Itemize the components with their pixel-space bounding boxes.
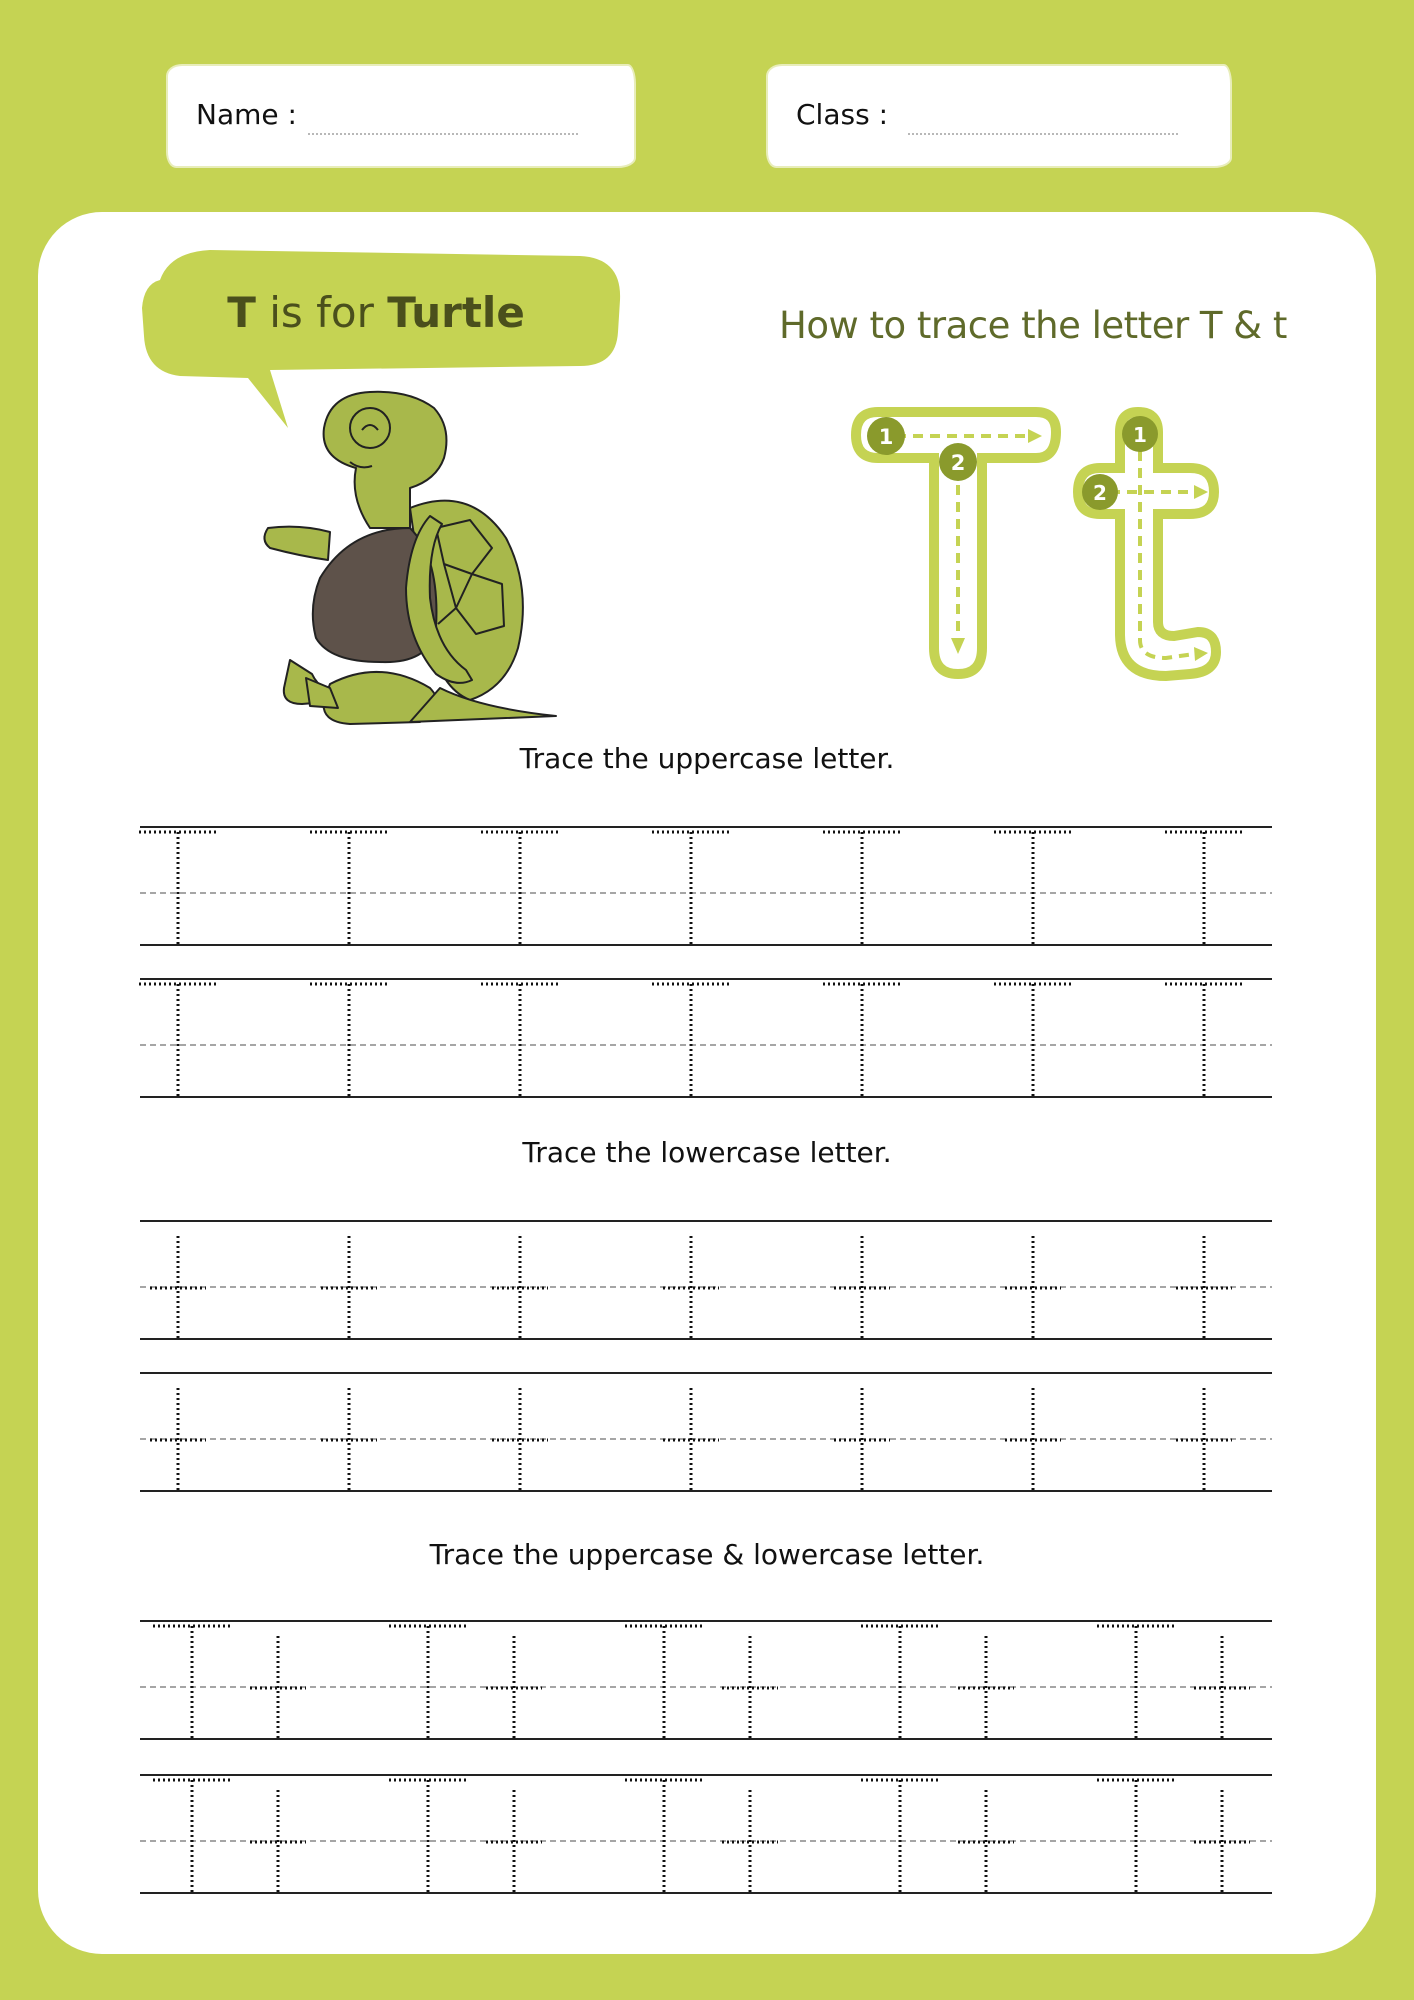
trace-row-lower-1[interactable] bbox=[140, 1220, 1272, 1340]
trace-guide-T bbox=[153, 1626, 231, 1739]
trace-guide-T bbox=[389, 1626, 467, 1739]
trace-guide-t bbox=[250, 1636, 306, 1739]
trace-guide-T bbox=[481, 832, 559, 945]
trace-guide-T bbox=[1097, 1780, 1175, 1893]
title-middle: is for bbox=[255, 288, 388, 337]
trace-guide-T bbox=[994, 984, 1072, 1097]
step-1-t: 1 bbox=[1133, 423, 1147, 447]
step-2-t: 2 bbox=[1093, 481, 1107, 505]
trace-guide-T bbox=[823, 984, 901, 1097]
trace-row-mixed-2[interactable] bbox=[140, 1774, 1272, 1894]
trace-guide-T bbox=[1097, 1626, 1175, 1739]
trace-guide-T bbox=[861, 1780, 939, 1893]
trace-guide-T bbox=[823, 832, 901, 945]
name-label: Name : bbox=[196, 98, 297, 131]
letter-T-guide bbox=[850, 402, 1080, 682]
trace-guide-T bbox=[389, 1780, 467, 1893]
step-2-T: 2 bbox=[950, 451, 966, 475]
trace-guide-t bbox=[150, 1388, 206, 1491]
trace-guide-T bbox=[153, 1780, 231, 1893]
trace-row-upper-1[interactable] bbox=[140, 826, 1272, 946]
trace-row-mixed-1[interactable] bbox=[140, 1620, 1272, 1740]
class-field[interactable] bbox=[768, 66, 1230, 166]
name-line[interactable] bbox=[308, 133, 578, 135]
trace-guide-T bbox=[652, 832, 730, 945]
title-letter: T bbox=[227, 288, 256, 337]
trace-guide-T bbox=[139, 832, 217, 945]
trace-guide-T bbox=[139, 984, 217, 1097]
instruction-lowercase: Trace the lowercase letter. bbox=[522, 1136, 892, 1169]
howto-heading: How to trace the letter T & t bbox=[779, 304, 1287, 347]
trace-guide-t bbox=[150, 1236, 206, 1339]
trace-guide-T bbox=[625, 1626, 703, 1739]
trace-guide-T bbox=[310, 984, 388, 1097]
turtle-illustration bbox=[260, 388, 570, 728]
trace-guide-t bbox=[250, 1790, 306, 1893]
trace-guide-t bbox=[321, 1236, 377, 1339]
instruction-uppercase: Trace the uppercase letter. bbox=[519, 742, 895, 775]
trace-guide-T bbox=[994, 832, 1072, 945]
trace-guide-T bbox=[625, 1780, 703, 1893]
class-label: Class : bbox=[796, 98, 888, 131]
step-1-T: 1 bbox=[878, 425, 894, 449]
trace-guide-T bbox=[861, 1626, 939, 1739]
title-word: Turtle bbox=[387, 288, 525, 337]
trace-row-lower-2[interactable] bbox=[140, 1372, 1272, 1492]
name-field[interactable] bbox=[168, 66, 634, 166]
page-title bbox=[136, 288, 616, 337]
trace-guide-t bbox=[321, 1388, 377, 1491]
letter-t-guide bbox=[1070, 404, 1240, 684]
trace-guide-T bbox=[310, 832, 388, 945]
trace-guide-T bbox=[1165, 984, 1243, 1097]
trace-row-upper-2[interactable] bbox=[140, 978, 1272, 1098]
trace-guide-T bbox=[1165, 832, 1243, 945]
instruction-mixed: Trace the uppercase & lowercase letter. bbox=[429, 1538, 985, 1571]
trace-guide-T bbox=[481, 984, 559, 1097]
trace-guide-T bbox=[652, 984, 730, 1097]
worksheet-card bbox=[38, 212, 1376, 1954]
class-line[interactable] bbox=[908, 133, 1178, 135]
